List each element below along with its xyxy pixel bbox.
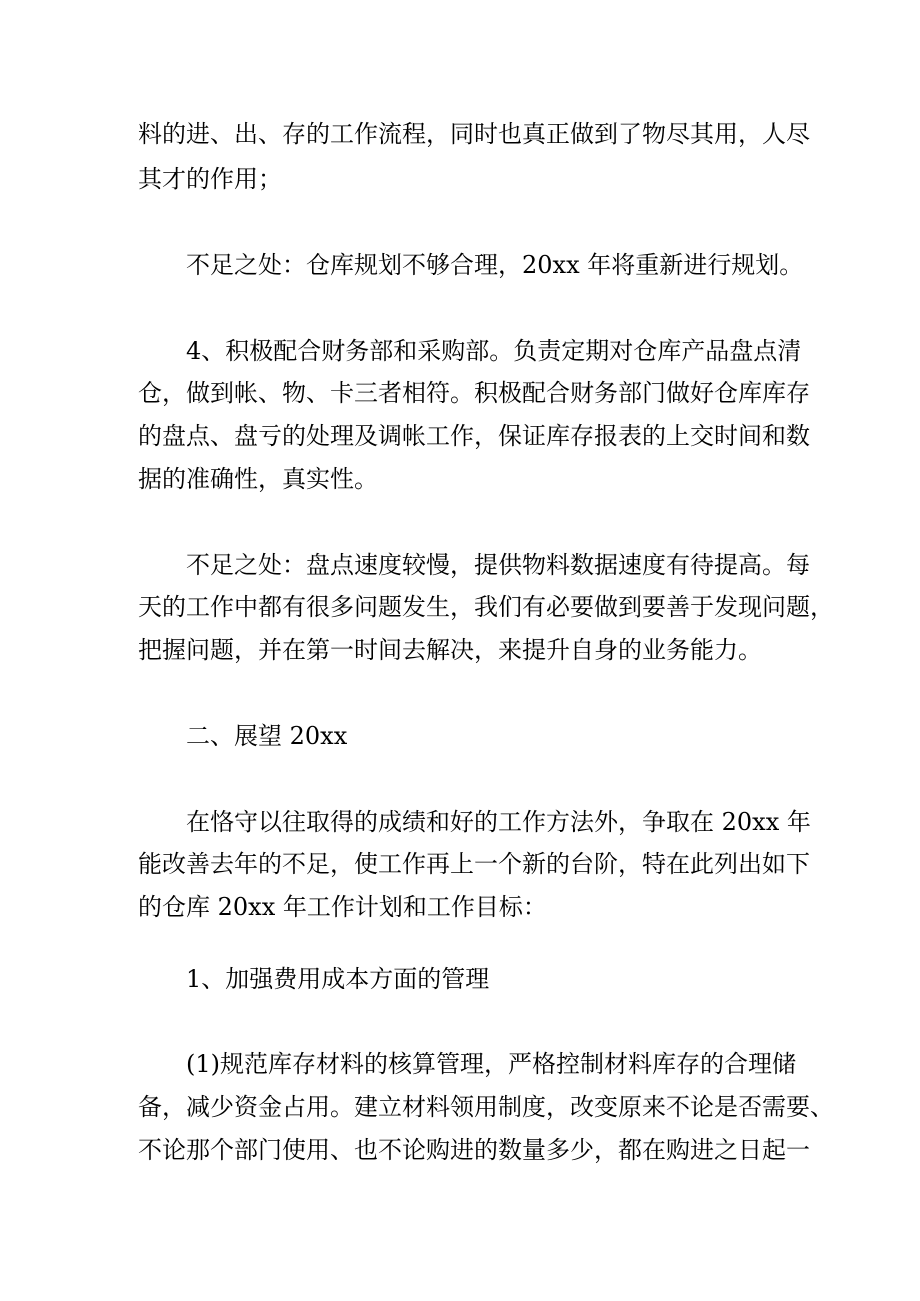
section-heading: 二、展望 20xx (186, 722, 348, 750)
text-line-5: 仓，做到帐、物、卡三者相符。积极配合财务部门做好仓库库存 (138, 379, 810, 407)
text-line-9: 天的工作中都有很多问题发生，我们有必要做到要善于发现问题， (138, 593, 834, 621)
text-line-7: 据的准确性，真实性。 (138, 465, 378, 493)
list-heading: 1、加强费用成本方面的管理 (186, 965, 490, 993)
text-line-16: (1)规范库存材料的核算管理，严格控制材料库存的合理储 (186, 1050, 796, 1078)
text-line-4: 4、积极配合财务部和采购部。负责定期对仓库产品盘点清 (186, 337, 802, 365)
text-line-13: 能改善去年的不足，使工作再上一个新的台阶，特在此列出如下 (138, 850, 810, 878)
text-line-10: 把握问题，并在第一时间去解决，来提升自身的业务能力。 (138, 636, 762, 664)
text-line-18: 不论那个部门使用、也不论购进的数量多少，都在购进之日起一 (138, 1136, 810, 1164)
text-line-1: 料的进、出、存的工作流程，同时也真正做到了物尽其用，人尽 (138, 120, 810, 148)
text-line-2: 其才的作用； (138, 165, 282, 193)
text-line-6: 的盘点、盘亏的处理及调帐工作，保证库存报表的上交时间和数 (138, 422, 810, 450)
text-line-17: 备，减少资金占用。建立材料领用制度，改变原来不论是否需要、 (138, 1093, 834, 1121)
text-line-14: 的仓库 20xx 年工作计划和工作目标： (138, 893, 547, 921)
text-line-8: 不足之处：盘点速度较慢，提供物料数据速度有待提高。每 (186, 551, 810, 579)
text-line-3: 不足之处：仓库规划不够合理，20xx 年将重新进行规划。 (186, 251, 804, 279)
text-line-12: 在恪守以往取得的成绩和好的工作方法外，争取在 20xx 年 (186, 808, 811, 836)
